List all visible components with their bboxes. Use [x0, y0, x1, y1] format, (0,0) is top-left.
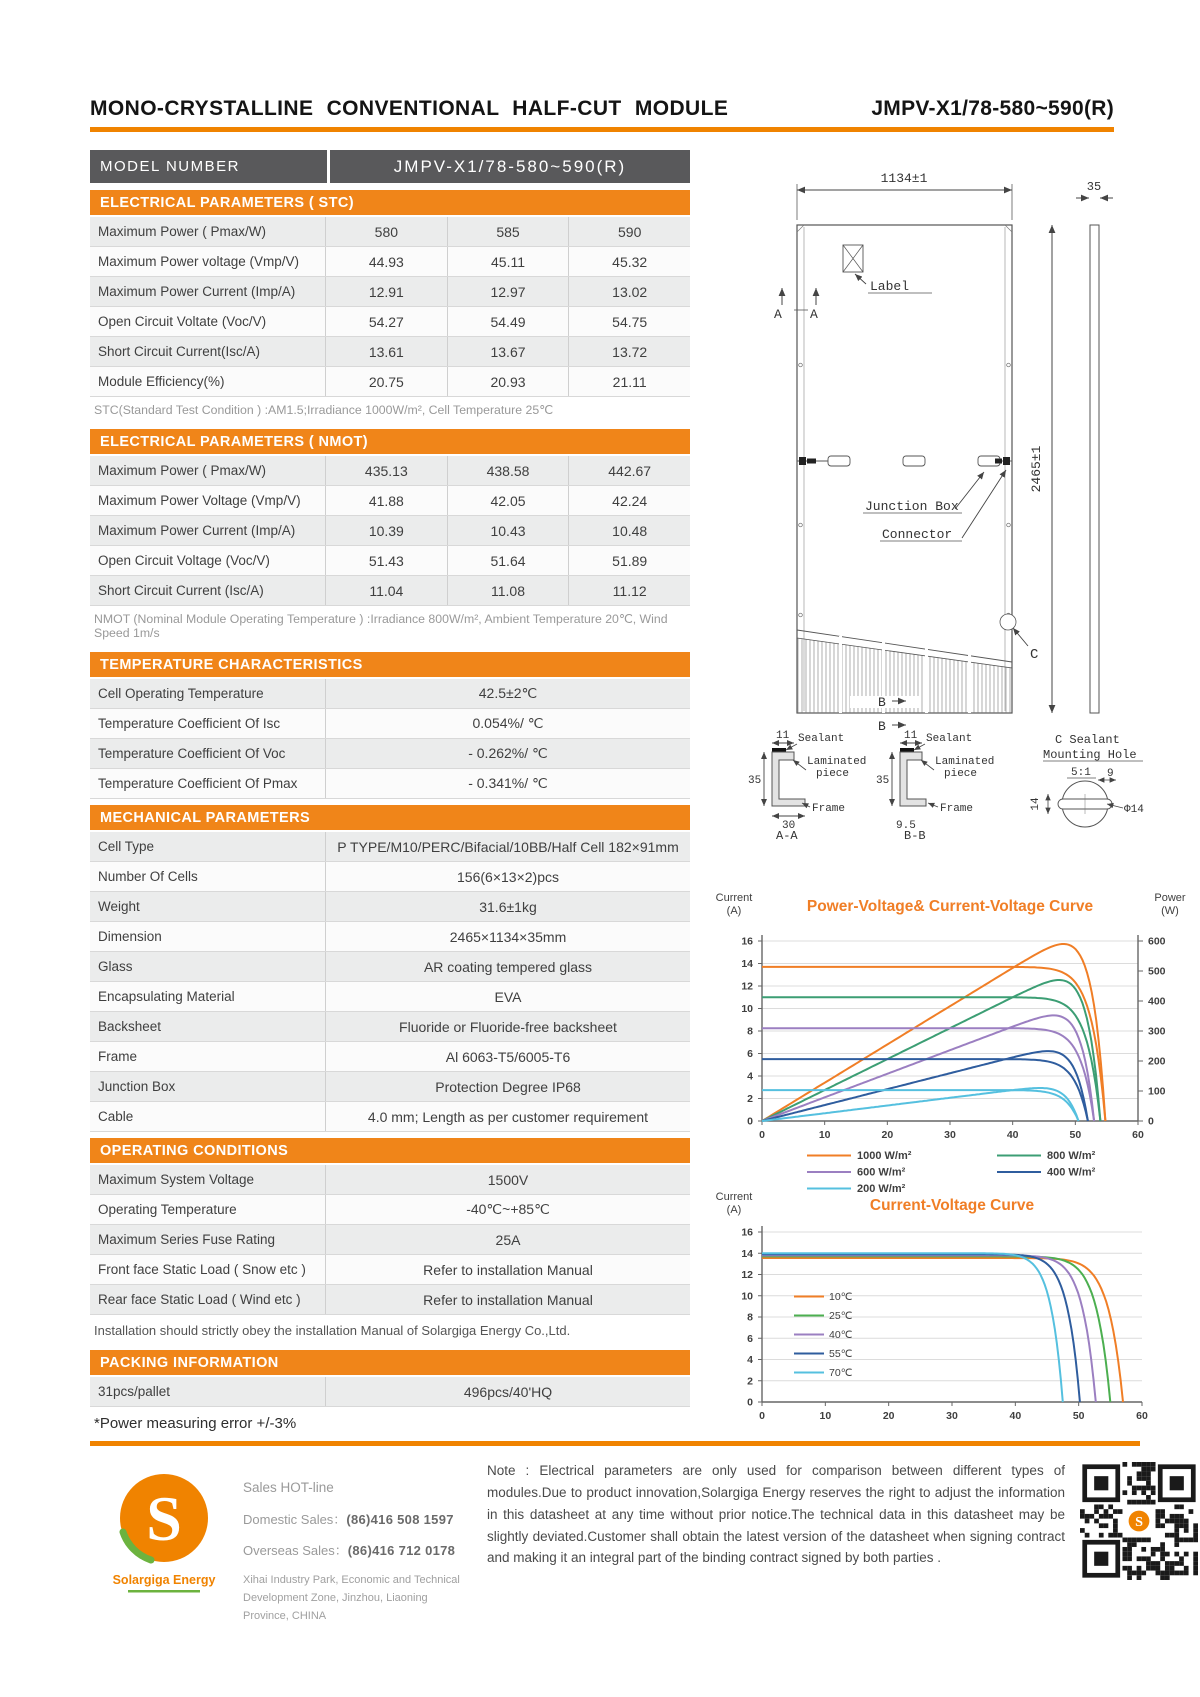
- address-line: Province, CHINA: [243, 1610, 327, 1623]
- row-value: 0.054%/ ℃: [325, 709, 690, 738]
- section-stc: [90, 190, 690, 423]
- row-label: Operating Temperature: [98, 1202, 237, 1217]
- svg-text:S: S: [1135, 1514, 1143, 1531]
- aa-laminated-label1: Laminated: [807, 756, 867, 768]
- table-row: [90, 337, 690, 367]
- bb-laminated-label2: piece: [944, 768, 978, 780]
- c-detail-title1: C Sealant: [1055, 733, 1120, 747]
- section-packing: [90, 1350, 690, 1434]
- table-row: [90, 1165, 690, 1195]
- svg-text:S: S: [146, 1483, 182, 1554]
- row-value: 20.75: [325, 367, 447, 396]
- row-value: 10.43: [447, 516, 569, 545]
- section-header-operating: OPERATING CONDITIONS: [90, 1138, 690, 1163]
- dim-thickness: 35: [1086, 180, 1102, 194]
- row-value: 20.93: [447, 367, 569, 396]
- y-axis-tick: 0: [747, 1115, 753, 1128]
- x-axis-tick: 30: [946, 1410, 958, 1422]
- y-axis-tick: 2: [747, 1093, 753, 1105]
- row-label: Temperature Coefficient Of Voc: [98, 746, 286, 761]
- overseas-sales-line: [243, 1540, 478, 1559]
- c-detail-slot-dim: 9: [1107, 768, 1114, 780]
- y-axis-tick: 0: [747, 1396, 753, 1409]
- panel-drawing-svg: [700, 160, 1190, 840]
- table-row: [90, 892, 690, 922]
- section-header-nmot: ELECTRICAL PARAMETERS ( NMOT): [90, 429, 690, 454]
- sales-hotline-label: Sales HOT-line: [243, 1480, 334, 1495]
- iv-temperature-chart-svg: [700, 1190, 1200, 1440]
- c-detail-title2: Mounting Hole: [1043, 748, 1137, 762]
- row-label: Dimension: [98, 929, 162, 944]
- row-label: Short Circuit Current (Isc/A): [98, 583, 264, 598]
- y-axis-tick: 4: [747, 1070, 753, 1083]
- y-axis-tick: 16: [741, 1226, 753, 1239]
- legend-label: 800 W/m²: [1047, 1150, 1096, 1162]
- x-axis-tick: 0: [759, 1129, 765, 1141]
- section-footnote: STC(Standard Test Condition ) :AM1.5;Irradiance 1000W/m², Cell Temperature 25℃: [94, 403, 553, 417]
- row-value: 11.04: [325, 576, 447, 605]
- bb-frame-label: Frame: [940, 803, 974, 815]
- right-y-axis-tick: 300: [1148, 1025, 1166, 1038]
- aa-top-dim: 11: [776, 730, 790, 742]
- row-label: Frame: [98, 1049, 138, 1064]
- legend-label: 400 W/m²: [1047, 1166, 1096, 1179]
- row-value: EVA: [325, 982, 690, 1011]
- x-axis-tick: 60: [1136, 1410, 1148, 1422]
- table-row: [90, 739, 690, 769]
- x-axis-tick: 40: [1006, 1129, 1019, 1141]
- connector-annotation: Connector: [882, 527, 953, 542]
- row-value: - 0.341%/ ℃: [325, 769, 690, 798]
- x-axis-tick: 50: [1069, 1129, 1082, 1141]
- iv-curve-1000 W/m²: [762, 967, 1105, 1121]
- left-axis-label: (A): [726, 905, 742, 917]
- y-axis-tick: 6: [747, 1332, 753, 1345]
- row-value: 442.67: [568, 456, 690, 485]
- contact-block: [243, 1480, 478, 1625]
- table-row: [90, 982, 690, 1012]
- row-label: 31pcs/pallet: [98, 1384, 171, 1399]
- row-value: 156(6×13×2)pcs: [325, 862, 690, 891]
- chart-title: Current-Voltage Curve: [869, 1197, 1035, 1214]
- row-value: 11.08: [447, 576, 569, 605]
- row-label: Cable: [98, 1109, 134, 1124]
- section-header-stc: ELECTRICAL PARAMETERS ( STC): [90, 190, 690, 215]
- aa-frame-label: Frame: [812, 803, 846, 815]
- row-label: Maximum Series Fuse Rating: [98, 1232, 276, 1247]
- y-axis-tick: 6: [747, 1048, 753, 1060]
- qr-code: [1080, 1462, 1198, 1580]
- row-value: 42.24: [568, 486, 690, 515]
- row-value: 585: [447, 217, 569, 246]
- row-label: Weight: [98, 899, 140, 914]
- row-value: 496pcs/40'HQ: [325, 1377, 690, 1406]
- row-value: P TYPE/M10/PERC/Bifacial/10BB/Half Cell 182×91mm: [325, 832, 690, 861]
- junction-box-annotation: Junction Box: [865, 499, 959, 514]
- row-value: 44.93: [325, 247, 447, 276]
- y-axis-tick: 12: [741, 980, 753, 993]
- row-value: 41.88: [325, 486, 447, 515]
- section-header-temperature: TEMPERATURE CHARACTERISTICS: [90, 652, 690, 677]
- power-tolerance-note: *Power measuring error +/-3%: [94, 1415, 297, 1432]
- legend-label: 600 W/m²: [857, 1166, 906, 1179]
- y-axis-tick: 14: [741, 958, 753, 970]
- right-y-axis-tick: 600: [1148, 935, 1166, 948]
- row-label: Maximum Power ( Pmax/W): [98, 224, 267, 239]
- row-label: Maximum System Voltage: [98, 1172, 255, 1187]
- table-row: [90, 1255, 690, 1285]
- row-value: 10.48: [568, 516, 690, 545]
- row-label: Rear face Static Load ( Wind etc ): [98, 1292, 301, 1307]
- section-temperature: [90, 652, 690, 799]
- spec-tables-column: [90, 150, 690, 1440]
- row-value: Refer to installation Manual: [325, 1285, 690, 1314]
- right-y-axis-tick: 100: [1148, 1085, 1166, 1098]
- cross-section-bb: [876, 730, 994, 840]
- aa-sealant-label: Sealant: [798, 733, 845, 745]
- right-y-axis-tick: 200: [1148, 1055, 1166, 1068]
- row-label: Encapsulating Material: [98, 989, 235, 1004]
- row-value: 51.64: [447, 546, 569, 575]
- row-label: Open Circuit Voltage (Voc/V): [98, 553, 270, 568]
- y-axis-tick: 14: [741, 1247, 753, 1260]
- section-b-mark-upper: B: [878, 695, 886, 710]
- table-row: [90, 367, 690, 397]
- bb-sealant-label: Sealant: [926, 733, 973, 745]
- row-value: 25A: [325, 1225, 690, 1254]
- table-row: [90, 832, 690, 862]
- row-label: Cell Type: [98, 839, 155, 854]
- legend-label: 40℃: [829, 1329, 853, 1341]
- table-row: [90, 1102, 690, 1132]
- legend-label: 200 W/m²: [857, 1183, 906, 1195]
- right-axis-label: Power: [1154, 892, 1186, 904]
- y-axis-tick: 2: [747, 1375, 753, 1388]
- address-line: Xihai Industry Park, Economic and Technical: [243, 1574, 460, 1586]
- table-row: [90, 456, 690, 486]
- row-label: Maximum Power Current (Imp/A): [98, 523, 296, 538]
- row-label: Maximum Power ( Pmax/W): [98, 463, 267, 478]
- row-label: Module Efficiency(%): [98, 374, 225, 389]
- bb-caption: B-B: [904, 829, 926, 840]
- overseas-sales-number: (86)416 712 0178: [347, 1543, 456, 1558]
- chart-title: Power-Voltage& Current-Voltage Curve: [806, 898, 1094, 915]
- table-row: [90, 1285, 690, 1315]
- row-label: Maximum Power Voltage (Vmp/V): [98, 493, 301, 508]
- row-value: Refer to installation Manual: [325, 1255, 690, 1284]
- company-logo: [106, 1470, 226, 1600]
- row-value: 45.11: [447, 247, 569, 276]
- row-value: 45.32: [568, 247, 690, 276]
- c-detail-mark: C: [1030, 647, 1039, 663]
- section-footnote: NMOT (Nominal Module Operating Temperature ) :Irradiance 800W/m², Ambient Temperature 20℃, Wind Speed 1m/s: [94, 612, 668, 640]
- row-value: 54.27: [325, 307, 447, 336]
- row-value: 12.91: [325, 277, 447, 306]
- page-title-text: MONO-CRYSTALLINE CONVENTIONAL HALF-CUT MODULE: [90, 97, 729, 120]
- left-axis-label: Current: [715, 1191, 753, 1203]
- x-axis-tick: 0: [759, 1410, 765, 1422]
- x-axis-tick: 10: [818, 1129, 831, 1141]
- row-value: 42.5±2℃: [325, 679, 690, 708]
- table-row: [90, 1195, 690, 1225]
- row-value: 438.58: [447, 456, 569, 485]
- x-axis-tick: 50: [1072, 1410, 1085, 1422]
- table-row: [90, 277, 690, 307]
- bb-top-dim: 11: [904, 730, 918, 742]
- section-note: Installation should strictly obey the installation Manual of Solargiga Energy Co.,Ltd.: [94, 1323, 571, 1338]
- legal-note: Note : Electrical parameters are only used for comparison between different types of modules.Due to product innovation,Solargiga Energy reserves the right to adjust the information in this datasheet at any time without prior notice.The technical data in this datasheet may be slightly deviated.Customer shall obtain the latest version of the datasheet when signing contract and making it an integral part of the binding contract signed by both parties .: [487, 1463, 1065, 1566]
- section-a-mark-right: A: [810, 307, 818, 322]
- aa-caption: A-A: [776, 829, 798, 840]
- x-axis-tick: 20: [882, 1410, 895, 1422]
- row-value: 42.05: [447, 486, 569, 515]
- bb-laminated-label1: Laminated: [935, 756, 995, 768]
- c-detail-diameter: Φ14: [1124, 804, 1144, 816]
- legend-label: 55℃: [829, 1348, 853, 1360]
- row-label: Open Circuit Voltate (Voc/V): [98, 314, 267, 329]
- left-axis-label: Current: [715, 892, 753, 904]
- bb-bottom-dim: 9.5: [896, 820, 916, 832]
- spec-tables: [90, 190, 690, 1434]
- iv-curve-70℃: [762, 1253, 1063, 1402]
- c-detail-height-dim: 14: [1030, 797, 1042, 811]
- pv-iv-chart: [700, 885, 1200, 1205]
- table-row: [90, 1377, 690, 1407]
- model-code-title: JMPV-X1/78-580~590(R): [871, 97, 1114, 120]
- right-y-axis-tick: 500: [1148, 965, 1166, 978]
- table-row: [90, 922, 690, 952]
- row-value: 51.43: [325, 546, 447, 575]
- row-value: 13.72: [568, 337, 690, 366]
- iv-temperature-chart: [700, 1190, 1200, 1440]
- section-header-mechanical: MECHANICAL PARAMETERS: [90, 805, 690, 830]
- table-row: [90, 709, 690, 739]
- domestic-sales-label: Domestic Sales：: [243, 1512, 347, 1527]
- row-value: 4.0 mm; Length as per customer requirement: [325, 1102, 690, 1131]
- dim-height: 2465±1: [1029, 445, 1044, 493]
- table-row: [90, 862, 690, 892]
- pv-iv-chart-svg: [700, 885, 1200, 1205]
- y-axis-tick: 10: [741, 1003, 753, 1015]
- section-operating: [90, 1138, 690, 1344]
- row-value: Fluoride or Fluoride-free backsheet: [325, 1012, 690, 1041]
- address-line: Development Zone, Jinzhou, Liaoning: [243, 1592, 428, 1605]
- right-y-axis-tick: 400: [1148, 995, 1166, 1008]
- y-axis-tick: 16: [741, 935, 753, 948]
- domestic-sales-line: [243, 1509, 478, 1528]
- y-axis-tick: 8: [747, 1311, 753, 1324]
- row-value: 580: [325, 217, 447, 246]
- table-row: [90, 1225, 690, 1255]
- table-row: [90, 1042, 690, 1072]
- iv-curve-40℃: [762, 1255, 1096, 1402]
- table-row: [90, 1012, 690, 1042]
- row-label: Cell Operating Temperature: [98, 686, 264, 701]
- aa-bottom-dim: 30: [782, 820, 796, 832]
- row-label: Number Of Cells: [98, 869, 198, 884]
- iv-curve-55℃: [762, 1254, 1080, 1402]
- x-axis-tick: 30: [944, 1129, 956, 1141]
- table-row: [90, 546, 690, 576]
- row-label: Glass: [98, 959, 133, 974]
- row-value: 1500V: [325, 1165, 690, 1194]
- table-row: [90, 247, 690, 277]
- aa-laminated-label2: piece: [816, 768, 850, 780]
- y-axis-tick: 12: [741, 1269, 753, 1281]
- pv-curve-400 W/m²: [762, 1051, 1088, 1121]
- solargiga-logo-icon: [106, 1470, 226, 1600]
- row-label: Maximum Power Current (Imp/A): [98, 284, 296, 299]
- right-axis-label: (W): [1161, 905, 1179, 917]
- label-annotation: Label: [870, 279, 910, 294]
- row-label: Temperature Coefficient Of Isc: [98, 716, 281, 731]
- logo-brand-text: Solargiga Energy: [112, 1573, 216, 1587]
- row-value: 2465×1134×35mm: [325, 922, 690, 951]
- company-address: [243, 1571, 478, 1625]
- x-axis-tick: 10: [819, 1410, 832, 1422]
- legend-label: 1000 W/m²: [857, 1150, 912, 1162]
- legend-label: 25℃: [829, 1310, 853, 1322]
- c-detail-scale: 5:1: [1071, 767, 1091, 779]
- right-y-axis-tick: 0: [1148, 1115, 1154, 1128]
- row-value: 31.6±1kg: [325, 892, 690, 921]
- left-axis-label: (A): [726, 1204, 742, 1216]
- section-b-mark-lower: B: [878, 719, 886, 734]
- model-number-bar: [90, 150, 690, 183]
- row-value: 590: [568, 217, 690, 246]
- overseas-sales-label: Overseas Sales：: [243, 1543, 348, 1558]
- bottom-divider: [90, 1441, 1140, 1446]
- model-number-value: JMPV-X1/78-580~590(R): [330, 150, 690, 183]
- row-label: Front face Static Load ( Snow etc ): [98, 1262, 306, 1277]
- qr-code-svg: [1080, 1462, 1198, 1580]
- row-value: 10.39: [325, 516, 447, 545]
- row-value: 54.49: [447, 307, 569, 336]
- table-row: [90, 952, 690, 982]
- table-row: [90, 1072, 690, 1102]
- table-row: [90, 217, 690, 247]
- page-title: [90, 97, 1114, 121]
- y-axis-tick: 8: [747, 1025, 753, 1038]
- row-value: 435.13: [325, 456, 447, 485]
- row-label: Short Circuit Current(Isc/A): [98, 344, 261, 359]
- x-axis-tick: 60: [1132, 1129, 1144, 1141]
- row-value: 13.02: [568, 277, 690, 306]
- row-label: Backsheet: [98, 1019, 162, 1034]
- legend-label: 10℃: [829, 1291, 853, 1303]
- row-value: Protection Degree IP68: [325, 1072, 690, 1101]
- y-axis-tick: 4: [747, 1354, 753, 1366]
- bb-height-dim: 35: [876, 775, 890, 787]
- row-value: -40℃~+85℃: [325, 1195, 690, 1224]
- row-value: 12.97: [447, 277, 569, 306]
- row-value: 13.67: [447, 337, 569, 366]
- row-value: 21.11: [568, 367, 690, 396]
- table-row: [90, 516, 690, 546]
- table-row: [90, 486, 690, 516]
- domestic-sales-number: (86)416 508 1597: [346, 1512, 454, 1527]
- section-mechanical: [90, 805, 690, 1132]
- model-number-label: MODEL NUMBER: [90, 150, 327, 183]
- aa-height-dim: 35: [748, 775, 762, 787]
- row-value: 13.61: [325, 337, 447, 366]
- x-axis-tick: 40: [1009, 1410, 1022, 1422]
- table-row: [90, 576, 690, 606]
- section-header-packing: PACKING INFORMATION: [90, 1350, 690, 1375]
- cross-section-aa: [748, 730, 866, 840]
- iv-curve-600 W/m²: [762, 1028, 1094, 1121]
- row-value: - 0.262%/ ℃: [325, 739, 690, 768]
- iv-curve-200 W/m²: [762, 1090, 1079, 1121]
- section-a-mark-left: A: [774, 307, 782, 322]
- dim-width: 1134±1: [880, 171, 928, 186]
- row-value: Al 6063-T5/6005-T6: [325, 1042, 690, 1071]
- row-value: 51.89: [568, 546, 690, 575]
- y-axis-tick: 10: [741, 1290, 753, 1303]
- table-row: [90, 679, 690, 709]
- row-value: 54.75: [568, 307, 690, 336]
- legend-label: 70℃: [829, 1367, 853, 1379]
- row-value: 11.12: [568, 576, 690, 605]
- technical-drawing: [700, 160, 1190, 840]
- table-row: [90, 769, 690, 799]
- c-sealant-detail: [1030, 733, 1144, 827]
- title-divider: [90, 127, 1114, 132]
- row-label: Temperature Coefficient Of Pmax: [98, 776, 298, 791]
- x-axis-tick: 20: [881, 1129, 894, 1141]
- row-value: AR coating tempered glass: [325, 952, 690, 981]
- row-label: Maximum Power voltage (Vmp/V): [98, 254, 300, 269]
- row-label: Junction Box: [98, 1079, 176, 1094]
- section-nmot: [90, 429, 690, 646]
- table-row: [90, 307, 690, 337]
